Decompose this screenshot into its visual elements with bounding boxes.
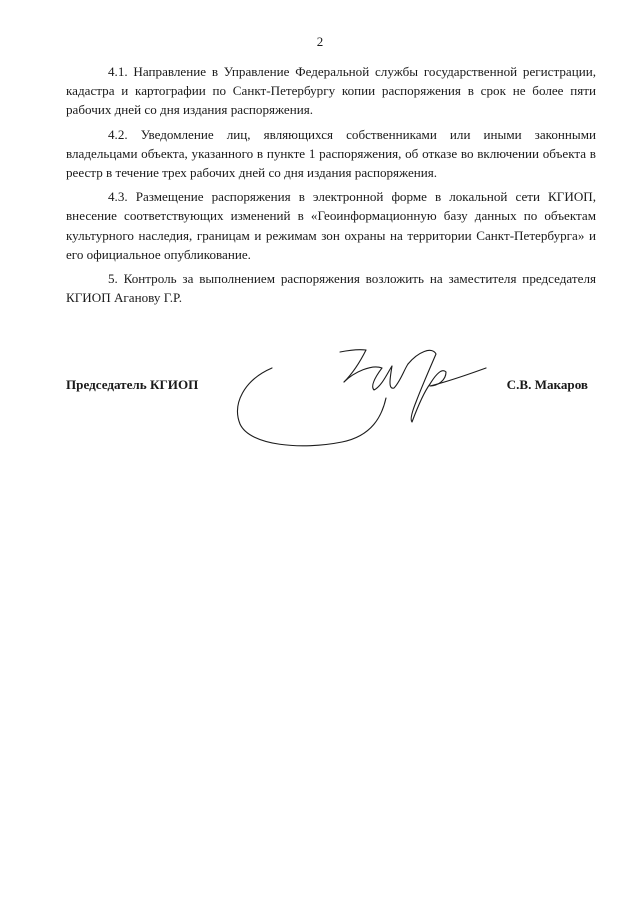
- document-body: [66, 62, 596, 312]
- signer-title: Председатель КГИОП: [66, 377, 199, 392]
- paragraph-5: 5. Контроль за выполнением распоряжения возложить на заместителя председателя КГИОП Аганову Г.Р.: [66, 271, 596, 306]
- paragraph-4-3: 4.3. Размещение распоряжения в электронной форме в локальной сети КГИОП, внесение соответствующих изменений в «Геоинформационную базу данных по объектам культурного наследия, границам и режимам зон охраны на территории Санкт-Петербурга» и его официальное опубликование.: [66, 189, 596, 262]
- page-number: 2: [316, 34, 324, 49]
- signature-block: [66, 377, 596, 397]
- paragraph-4-2: 4.2. Уведомление лиц, являющихся собственниками или иными законными владельцами объекта, указанного в пункте 1 распоряжения, об отказе во включении объекта в реестр в течение трех рабочих дней со дня издания распоряжения.: [66, 126, 596, 181]
- handwritten-signature: [232, 346, 492, 456]
- paragraph-4-1: 4.1. Направление в Управление Федеральной службы государственной регистрации, кадастра и картографии по Санкт-Петербургу копии распоряжения в срок не более пяти рабочих дней со дня издания распоряжения.: [66, 64, 596, 118]
- signer-name: С.В. Макаров: [506, 377, 588, 392]
